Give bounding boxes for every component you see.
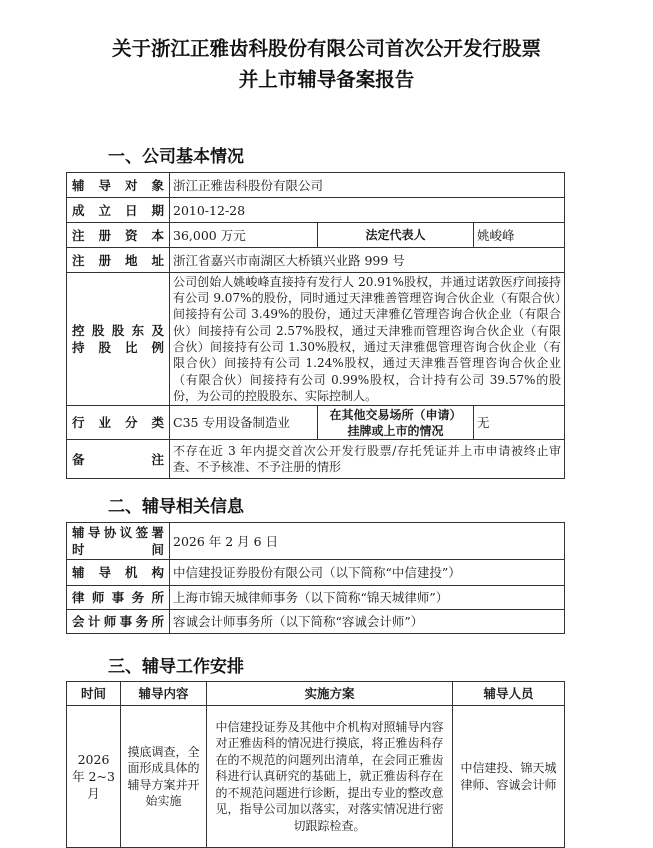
section2-heading: 二、辅导相关信息 [108, 497, 244, 517]
col-content-header: 辅导内容 [121, 682, 207, 706]
address-label: 注册地址 [67, 248, 170, 273]
row1-time [67, 706, 121, 848]
legal-rep-label: 法定代表人 [318, 223, 474, 248]
accounting-firm-label: 会计师事务所 [67, 610, 170, 634]
accounting-firm-value: 容诚会计师事务所（以下简称“容诚会计师”） [170, 610, 565, 634]
industry-value: C35 专用设备制造业 [170, 406, 318, 440]
table-row [67, 586, 565, 610]
remarks-value: 不存在近 3 年内提交首次公开发行股票/存托凭证并上市申请被终止审查、不予核准、不予注册的情形 [170, 440, 565, 479]
target-label: 辅导对象 [67, 173, 170, 198]
table-row [67, 560, 565, 586]
table-header-row [67, 682, 565, 706]
report-title-line1: 关于浙江正雅齿科股份有限公司首次公开发行股票 [111, 37, 541, 60]
row1-time-line2: 年 2~3 [72, 769, 115, 784]
section1-heading: 一、公司基本情况 [108, 147, 244, 167]
holding-label [67, 273, 170, 406]
row1-content: 摸底调查，全面形成具体的辅导方案并开始实施 [121, 706, 207, 848]
col-time-header: 时间 [67, 682, 121, 706]
established-label: 成立日期 [67, 198, 170, 223]
remarks-label: 备注 [67, 440, 170, 479]
established-value: 2010-12-28 [170, 198, 565, 223]
table-row [67, 406, 565, 440]
row1-time-line3: 月 [87, 786, 100, 801]
table-row [67, 610, 565, 634]
listed-label-line1: 在其他交易场所（申请） [329, 407, 462, 422]
table-row [67, 523, 565, 560]
col-plan-header: 实施方案 [207, 682, 453, 706]
table-row [67, 440, 565, 479]
listed-label-line2: 挂牌或上市的情况 [347, 423, 444, 438]
table-row [67, 223, 565, 248]
table-row [67, 198, 565, 223]
holding-label-line1: 控股股东及 [72, 323, 164, 338]
listed-label [318, 406, 474, 440]
section3-heading: 三、辅导工作安排 [108, 657, 244, 677]
capital-value: 36,000 万元 [170, 223, 318, 248]
institution-value: 中信建投证券股份有限公司（以下简称“中信建投”） [170, 560, 565, 586]
law-firm-label: 律师事务所 [67, 586, 170, 610]
report-title-line2: 并上市辅导备案报告 [238, 68, 415, 91]
table-row [67, 173, 565, 198]
agreement-value: 2026 年 2 月 6 日 [170, 523, 565, 560]
col-staff-header: 辅导人员 [453, 682, 565, 706]
holding-value: 公司创始人姚峻峰直接持有发行人 20.91%股权，并通过诺敦医疗间接持有公司 9.07%的股份，同时通过天津雅善管理咨询合伙企业（有限合伙）间接持有公司 3.49%的股份，通过天津雅亿管理咨询合伙企业（有限合伙）间接持有公司 2.57%股权，通过天津雅而管理咨询合伙企业（有限合伙）间接持有公司 1.30%股权，通过天津雅偲管理咨询合伙企业（有限合伙）间接持有公司 1.24%股权，通过天津雅吾管理咨询合伙企业（有限合伙）间接持有公司 0.99%股权，合计持有公司 39.57%的股份，为公司的控股股东、实际控制人。 [170, 273, 565, 406]
institution-label: 辅导机构 [67, 560, 170, 586]
row1-staff: 中信建投、锦天城律师、容诚会计师 [453, 706, 565, 848]
listed-value: 无 [474, 406, 565, 440]
company-info-table [66, 172, 565, 479]
row1-plan: 中信建投证券及其他中介机构对照辅导内容对正雅齿科的情况进行摸底，将正雅齿科存在的不规范的问题列出清单，在会同正雅齿科进行认真研究的基础上，就正雅齿科存在的不规范问题进行诊断，提出专业的整改意见，指导公司加以落实，对落实情况进行密切跟踪检查。 [207, 706, 453, 848]
agreement-label [67, 523, 170, 560]
agreement-label-line1: 辅导协议签署 [72, 525, 164, 540]
agreement-label-line2: 时间 [72, 542, 164, 557]
table-row [67, 706, 565, 848]
table-row [67, 273, 565, 406]
row1-time-line1: 2026 [77, 752, 110, 767]
address-value: 浙江省嘉兴市南湖区大桥镇兴业路 999 号 [170, 248, 565, 273]
advisory-info-table [66, 522, 565, 634]
industry-label: 行业分类 [67, 406, 170, 440]
legal-rep-value: 姚峻峰 [474, 223, 565, 248]
target-value: 浙江正雅齿科股份有限公司 [170, 173, 565, 198]
law-firm-value: 上海市锦天城律师事务（以下简称“锦天城律师”） [170, 586, 565, 610]
capital-label: 注册资本 [67, 223, 170, 248]
holding-label-line2: 持股比例 [72, 340, 164, 355]
schedule-table [66, 681, 565, 848]
table-row [67, 248, 565, 273]
